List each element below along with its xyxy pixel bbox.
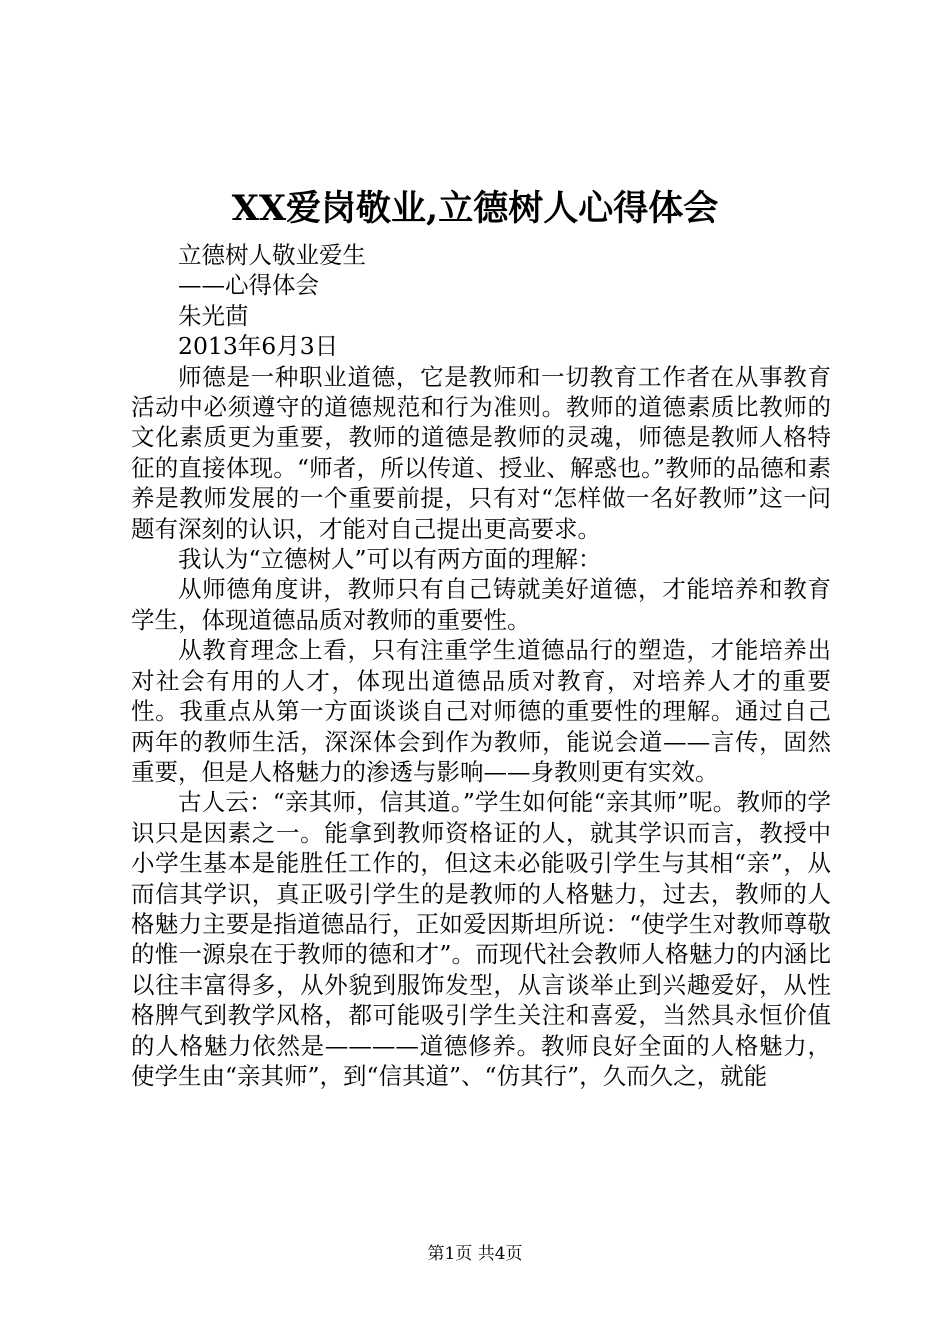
page-number: 第1页 共4页 — [427, 1244, 523, 1264]
paragraph: 师德是一种职业道德，它是教师和一切教育工作者在从事教育活动中必须遵守的道德规范和行为准则。教师的道德素质比教师的文化素质更为重要，教师的道德是教师的灵魂，师德是教师人格特征的直接体现。“师者，所以传道、授业、解惑也。”教师的品德和素养是教师发展的一个重要前提，只有对“怎样做一名好教师”这一问题有深刻的认识，才能对自己提出更高要求。 — [131, 362, 831, 543]
paragraph: 从教育理念上看，只有注重学生道德品行的塑造，才能培养出对社会有用的人才，体现出道德品质对教育，对培养人才的重要性。我重点从第一方面谈谈自己对师德的重要性的理解。通过自己两年的教师生活，深深体会到作为教师，能说会道——言传，固然重要，但是人格魅力的渗透与影响——身教则更有实效。 — [131, 636, 831, 786]
subtitle-suffix: ——心得体会 — [178, 271, 319, 300]
date: 2013年6月3日 — [178, 332, 339, 361]
document-body — [131, 240, 831, 1091]
subtitle: 立德树人敬业爱生 — [178, 241, 366, 269]
paragraph: 我认为“立德树人”可以有两方面的理解： — [178, 545, 602, 574]
author: 朱光茴 — [178, 301, 249, 330]
document-title: XX爱岗敬业,立德树人心得体会 — [231, 188, 719, 229]
paragraph: 从师德角度讲，教师只有自己铸就美好道德，才能培养和教育学生，体现道德品质对教师的重要性。 — [131, 575, 831, 634]
paragraph: 古人云：“亲其师，信其道。”学生如何能“亲其师”呢。教师的学识只是因素之一。能拿到教师资格证的人，就其学识而言，教授中小学生基本是能胜任工作的，但这未必能吸引学生与其相“亲”，从而信其学识，真正吸引学生的是教师的人格魅力，过去，教师的人格魅力主要是指道德品行，正如爱因斯坦所说：“使学生对教师尊敬的惟一源泉在于教师的德和才”。而现代社会教师人格魅力的内涵比以往丰富得多，从外貌到服饰发型，从言谈举止到兴趣爱好，从性格脾气到教学风格，都可能吸引学生关注和喜爱，当然具永恒价值的人格魅力依然是————道德修养。教师良好全面的人格魅力，使学生由“亲其师”，到“信其道”、“仿其行”，久而久之，就能 — [131, 788, 831, 1090]
